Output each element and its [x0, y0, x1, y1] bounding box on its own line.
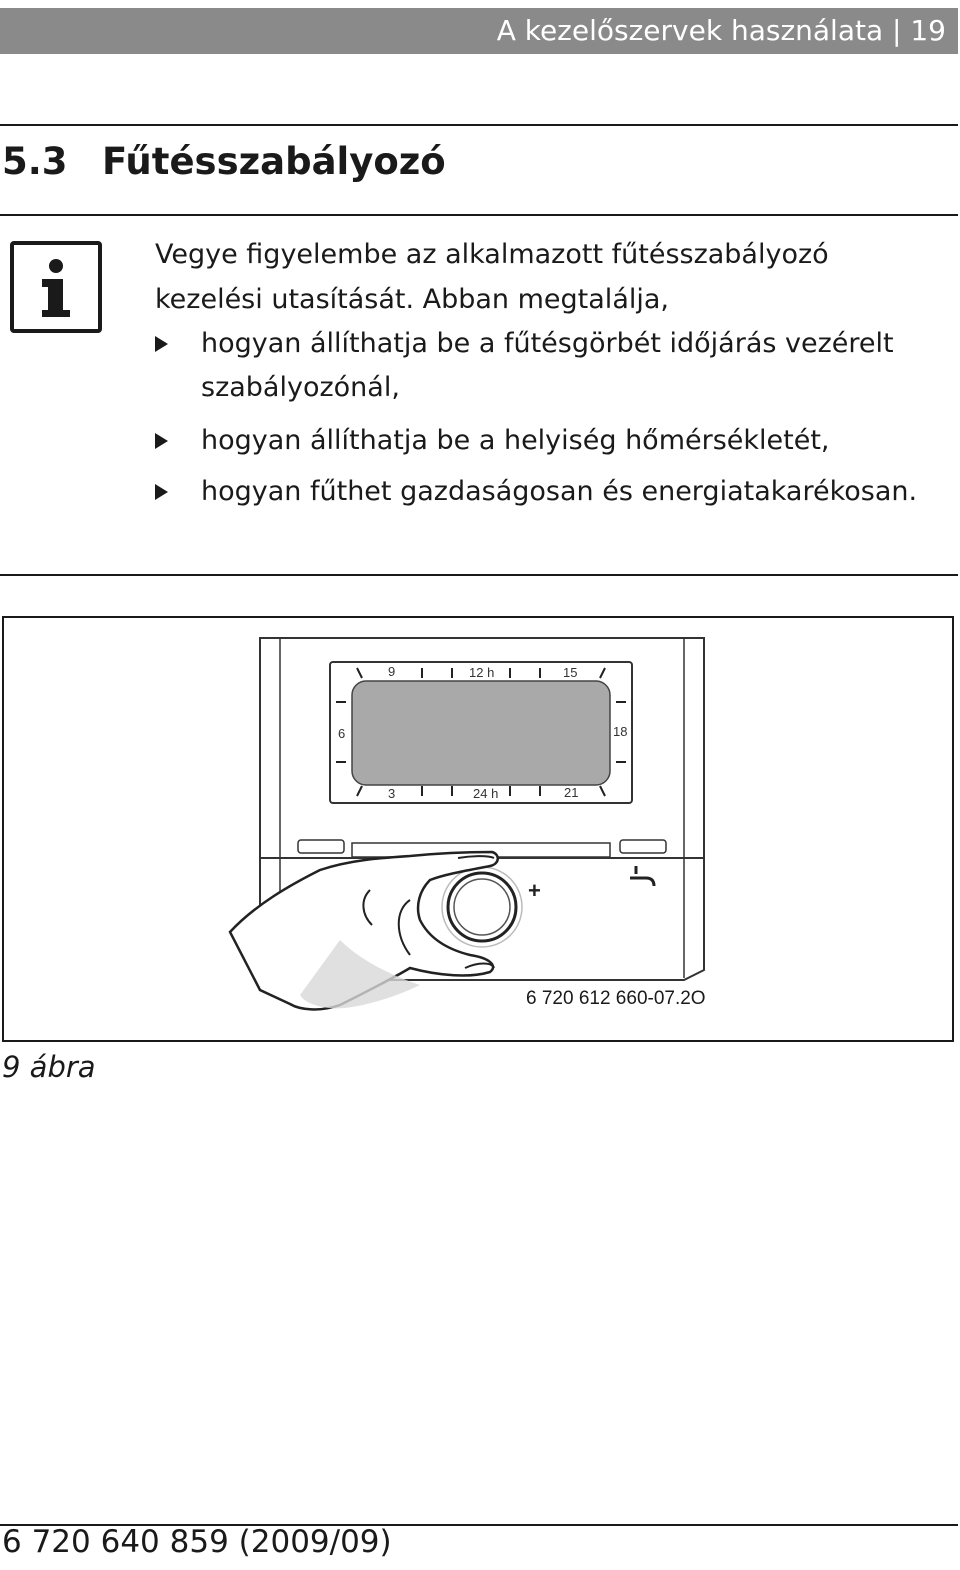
bullet-text: hogyan állíthatja be a fűtésgörbét időjárás vezérelt szabályozónál, — [201, 328, 894, 403]
bullet-text: hogyan állíthatja be a helyiség hőmérsékletét, — [201, 425, 830, 456]
clock-label-15: 15 — [563, 665, 578, 680]
clock-label-6: 6 — [338, 726, 346, 741]
info-note-text: Vegye figyelembe az alkalmazott fűtésszabályozó kezelési utasítását. Abban megtalálja, — [155, 239, 829, 315]
display-screen — [352, 681, 610, 785]
clock-label-18: 18 — [613, 724, 628, 739]
clock-label-12h: 12 h — [469, 665, 495, 680]
left-button — [298, 840, 344, 853]
clock-label-9: 9 — [388, 664, 396, 679]
footer-document-id: 6 720 640 859 (2009/09) — [2, 1524, 392, 1560]
section-title: Fűtésszabályozó — [102, 140, 446, 183]
clock-label-21: 21 — [564, 785, 579, 800]
section-number: 5.3 — [2, 140, 68, 183]
figure-caption: 9 ábra — [2, 1050, 96, 1084]
bullet-text: hogyan fűthet gazdaságosan és energiatakarékosan. — [201, 476, 918, 507]
running-header: A kezelőszervek használata | 19 — [496, 14, 946, 47]
clock-label-24h: 24 h — [473, 786, 499, 801]
right-button — [620, 840, 666, 853]
plus-sign: + — [528, 878, 541, 903]
figure-code: 6 720 612 660-07.2O — [526, 988, 706, 1009]
clock-label-3: 3 — [388, 786, 396, 801]
